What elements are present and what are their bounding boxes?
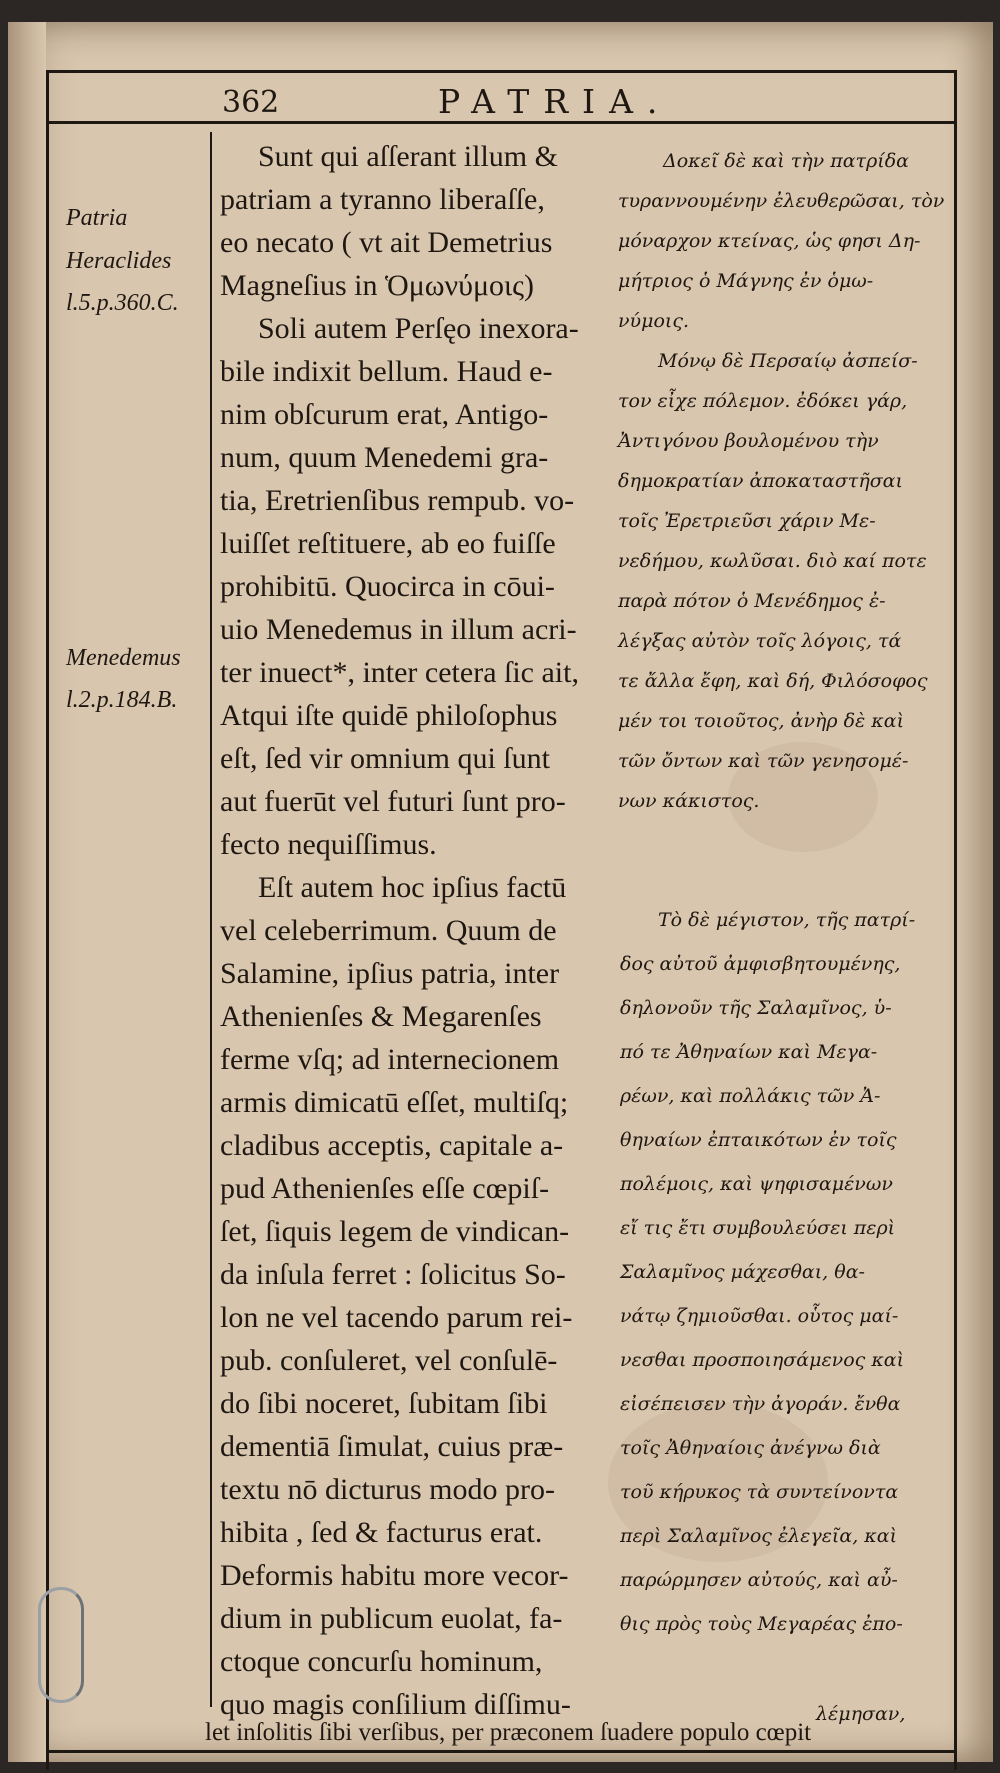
latin-line: cladibus acceptis, capitale a- bbox=[220, 1129, 564, 1162]
latin-line: Salamine, ipſius patria, inter bbox=[220, 957, 560, 990]
latin-line: prohibitū. Quocirca in cōui- bbox=[220, 570, 555, 603]
latin-line: dementiā ſimulat, cuius præ- bbox=[220, 1430, 564, 1463]
greek-line: νεσθαι προσποιησάμενος καὶ bbox=[620, 1349, 905, 1371]
latin-line: Atqui iſte quidē philoſophus bbox=[220, 699, 558, 732]
margin-note: Menedemus bbox=[66, 645, 181, 671]
greek-line: νάτῳ ζημιοῦσθαι. οὗτος μαί- bbox=[620, 1305, 899, 1327]
greek-line: νύμοις. bbox=[618, 310, 690, 332]
latin-line: dium in publicum euolat, fa- bbox=[220, 1602, 563, 1635]
latin-line: ſet, ſiquis legem de vindican- bbox=[220, 1215, 570, 1248]
margin-note: l.5.p.360.C. bbox=[66, 290, 179, 316]
latin-line: hibita , ſed & facturus erat. bbox=[220, 1516, 543, 1549]
latin-line: armis dimicatū eſſet, multiſq; bbox=[220, 1086, 569, 1119]
greek-line: μήτριος ὁ Μάγνης ἐν ὁμω- bbox=[618, 270, 874, 292]
latin-line: pud Athenienſes eſſe cœpiſ- bbox=[220, 1172, 550, 1205]
latin-line: bile indixit bellum. Haud e- bbox=[220, 355, 553, 388]
latin-line: num, quum Menedemi gra- bbox=[220, 441, 549, 474]
greek-line: λέμησαν, bbox=[816, 1703, 906, 1725]
greek-line: τυραννουμένην ἐλευθερῶσαι, τὸν bbox=[618, 190, 945, 212]
greek-line: δος αὐτοῦ ἀμφισβητουμένης, bbox=[620, 953, 901, 975]
latin-line: patriam a tyranno liberaſſe, bbox=[220, 183, 545, 216]
greek-line: παρὰ πότον ὁ Μενέδημος ἐ- bbox=[618, 590, 886, 612]
greek-line: μέν τοι τοιοῦτος, ἀνὴρ δὲ καὶ bbox=[618, 710, 905, 732]
greek-line: τοῖς Ἀθηναίοις ἀνέγνω διὰ bbox=[620, 1437, 881, 1459]
latin-line: Deformis habitu more vecor- bbox=[220, 1559, 569, 1592]
page-gutter bbox=[8, 22, 46, 1762]
latin-line: quo magis conſilium diſſimu- bbox=[220, 1688, 571, 1721]
folio-number: 362 bbox=[222, 85, 280, 120]
latin-line: ter inuect*, inter cetera ſic ait, bbox=[220, 656, 579, 689]
margin-note: l.2.p.184.B. bbox=[66, 687, 178, 713]
greek-line: τοῦ κήρυκος τὰ συντείνοντα bbox=[620, 1481, 899, 1503]
greek-line: νεδήμου, κωλῦσαι. διὸ καί ποτε bbox=[618, 550, 927, 572]
latin-line: ctoque concurſu hominum, bbox=[220, 1645, 543, 1678]
greek-line: τοῖς Ἐρετριεῦσι χάριν Με- bbox=[618, 510, 876, 532]
greek-line: μόναρχον κτείνας, ὡς φησι Δη- bbox=[618, 230, 921, 252]
latin-line: eo necato ( vt ait Demetrius bbox=[220, 226, 553, 259]
greek-line: νων κάκιστος. bbox=[618, 790, 760, 812]
latin-line: Soli autem Perſęo inexora- bbox=[258, 312, 579, 345]
latin-line: pub. conſuleret, vel conſulē- bbox=[220, 1344, 558, 1377]
greek-line: περὶ Σαλαμῖνος ἐλεγεῖα, καὶ bbox=[620, 1525, 898, 1547]
latin-line: vel celeberrimum. Quum de bbox=[220, 914, 557, 947]
greek-line: Τὸ δὲ μέγιστον, τῆς πατρί- bbox=[658, 909, 916, 931]
header-rule bbox=[46, 121, 954, 124]
greek-line: τῶν ὄντων καὶ τῶν γενησομέ- bbox=[618, 750, 909, 772]
greek-line: τον εἶχε πόλεμον. ἐδόκει γάρ, bbox=[618, 390, 908, 412]
greek-line: τε ἄλλα ἔφη, καὶ δή, Φιλόσοφος bbox=[618, 670, 928, 692]
latin-line: luiſſet reſtituere, ab eo fuiſſe bbox=[220, 527, 556, 560]
margin-column-rule bbox=[210, 132, 212, 1707]
header-rule bbox=[46, 70, 954, 73]
latin-line: Sunt qui aſſerant illum & bbox=[258, 140, 558, 173]
running-title: PATRIA. bbox=[438, 82, 672, 121]
page-clip bbox=[38, 1587, 84, 1703]
greek-line: θηναίων ἐπταικότων ἐν τοῖς bbox=[620, 1129, 897, 1151]
left-frame-rule bbox=[46, 70, 49, 1770]
greek-line: εἰσέπεισεν τὴν ἀγοράν. ἔνθα bbox=[620, 1393, 901, 1415]
greek-line: Μόνῳ δὲ Περσαίῳ ἀσπείσ- bbox=[658, 350, 918, 372]
latin-line: fecto nequiſſimus. bbox=[220, 828, 437, 861]
greek-line: πό τε Ἀθηναίων καὶ Μεγα- bbox=[620, 1041, 878, 1063]
latin-line: ferme vſq; ad internecionem bbox=[220, 1043, 560, 1076]
latin-line: tia, Eretrienſibus rempub. vo- bbox=[220, 484, 575, 517]
latin-line: Athenienſes & Megarenſes bbox=[220, 1000, 542, 1033]
latin-line: uio Menedemus in illum acri- bbox=[220, 613, 577, 646]
greek-line: θις πρὸς τοὺς Μεγαρέας ἐπο- bbox=[620, 1613, 903, 1635]
margin-note: Heraclides bbox=[66, 248, 172, 274]
greek-line: Σαλαμῖνος μάχεσθαι, θα- bbox=[620, 1261, 865, 1283]
latin-line: Eſt autem hoc ipſius factū bbox=[258, 871, 567, 904]
greek-line: Ἀντιγόνου βουλομένου τὴν bbox=[618, 430, 879, 452]
greek-line: πολέμοις, καὶ ψηφισαμένων bbox=[620, 1173, 893, 1195]
margin-note: Patria bbox=[66, 205, 128, 231]
greek-line: δημοκρατίαν ἀποκαταστῆσαι bbox=[618, 470, 903, 492]
greek-line: δηλονοῦν τῆς Σαλαμῖνος, ὑ- bbox=[620, 997, 892, 1019]
footer-rule bbox=[46, 1750, 954, 1753]
latin-line: eſt, ſed vir omnium qui ſunt bbox=[220, 742, 550, 775]
greek-line: ρέων, καὶ πολλάκις τῶν Ἀ- bbox=[620, 1085, 881, 1107]
latin-line: aut fuerūt vel futuri ſunt pro- bbox=[220, 785, 566, 818]
latin-line: da inſula ferret : ſolicitus So- bbox=[220, 1258, 566, 1291]
latin-line: nim obſcurum erat, Antigo- bbox=[220, 398, 549, 431]
greek-line: Δοκεῖ δὲ καὶ τὴν πατρίδα bbox=[663, 150, 909, 172]
book-page bbox=[8, 22, 993, 1762]
latin-line: lon ne vel tacendo parum rei- bbox=[220, 1301, 573, 1334]
greek-line: λέγξας αὐτὸν τοῖς λόγοις, τά bbox=[618, 630, 902, 652]
greek-line: εἴ τις ἔτι συμβουλεύσει περὶ bbox=[620, 1217, 896, 1239]
latin-line: Magneſius in Ὁμωνύμοις) bbox=[220, 269, 534, 302]
right-frame-rule bbox=[954, 70, 957, 1770]
greek-line: παρώρμησεν αὐτούς, καὶ αὖ- bbox=[620, 1569, 898, 1591]
latin-line: textu nō dicturus modo pro- bbox=[220, 1473, 555, 1506]
latin-line: let inſolitis ſibi verſibus, per præconem ſuadere populo cœpit bbox=[205, 1719, 812, 1746]
latin-line: do ſibi noceret, ſubitam ſibi bbox=[220, 1387, 548, 1420]
